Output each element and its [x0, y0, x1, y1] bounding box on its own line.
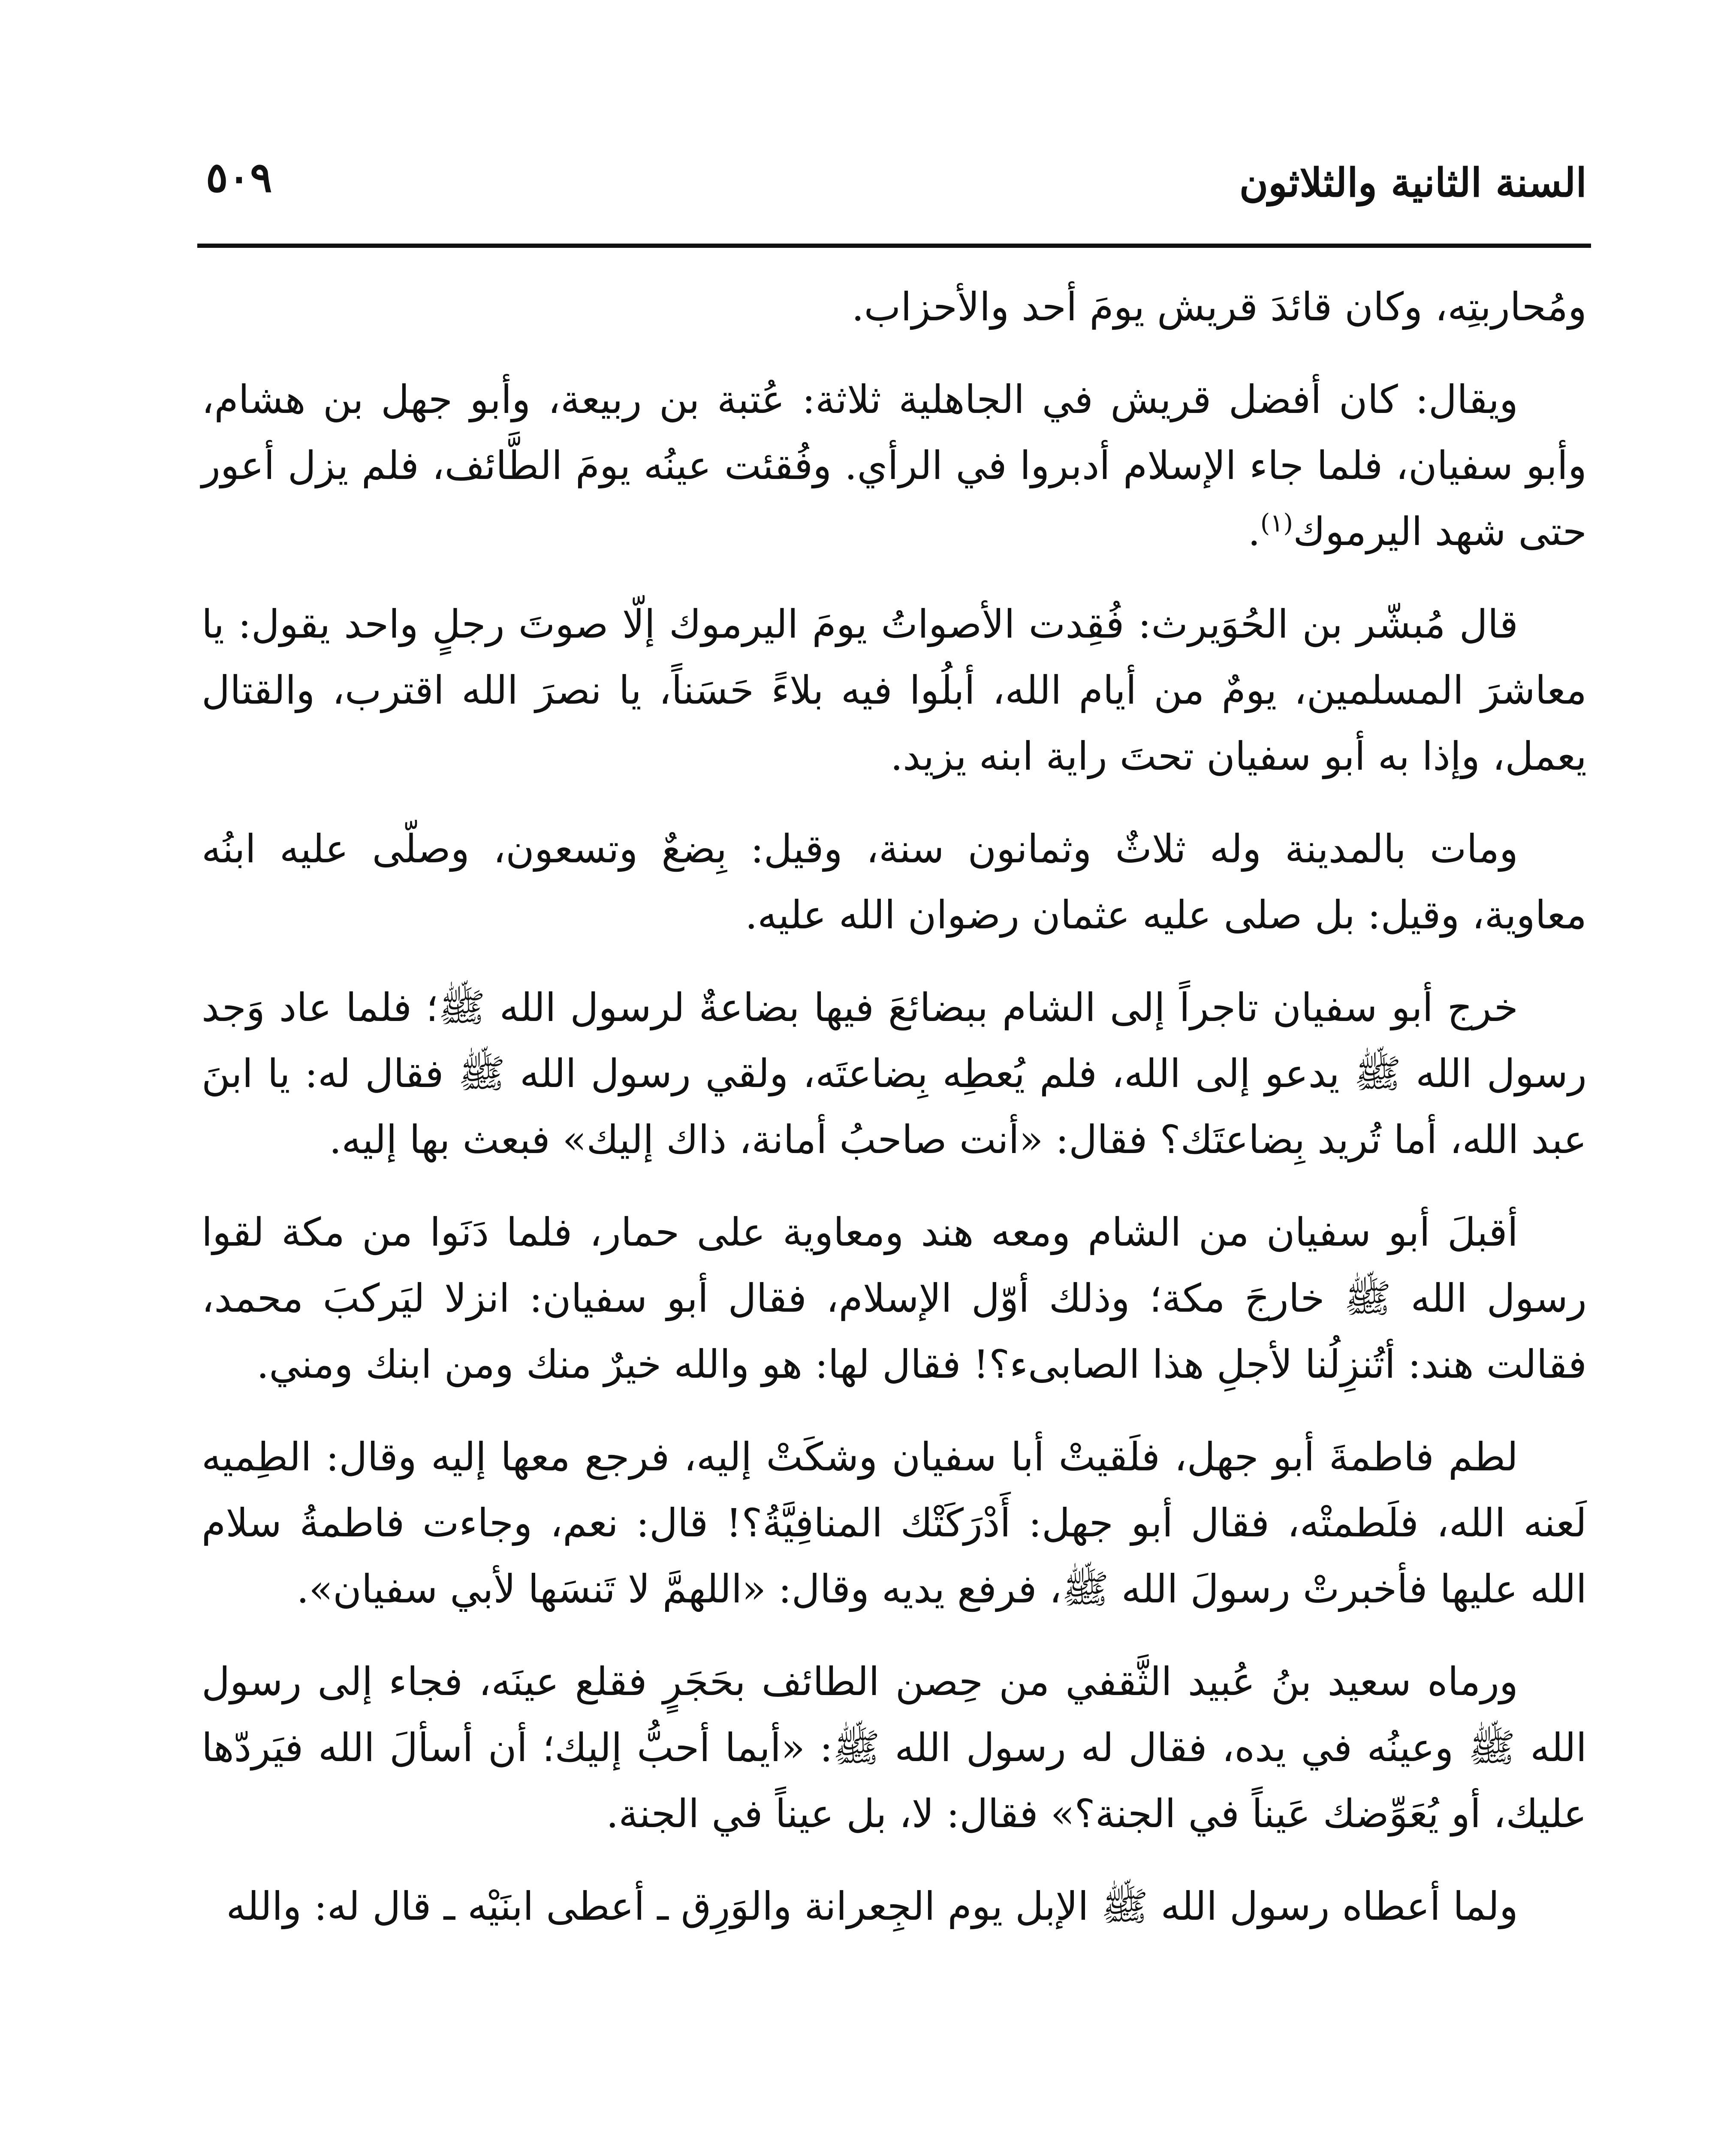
page-number: ٥٠٩ — [206, 153, 272, 202]
paragraph: لطم فاطمةَ أبو جهل، فلَقيتْ أبا سفيان وشكَتْ إليه، فرجع معها إليه وقال: الطِميه لَعنه الله، فلَطمتْه، فقال أبو جهل: أَدْرَكَتْك المنافِيَّةُ؟! قال: نعم، وجاءت فاطمةُ سلام الله عليها فأخبرتْ رسولَ الله ﷺ، فرفع يديه وقال: «اللهمَّ لا تَنسَها لأبي سفيان». — [202, 1435, 1587, 1612]
paragraph: خرج أبو سفيان تاجراً إلى الشام ببضائعَ فيها بضاعةٌ لرسول الله ﷺ؛ فلما عاد وَجد رسول الله ﷺ يدعو إلى الله، فلم يُعطِه بِضاعتَه، ولقي رسول الله ﷺ فقال له: يا ابنَ عبد الله، أما تُريد بِضاعتَك؟ فقال: «أنت صاحبُ أمانة، ذاك إليك» فبعث بها إليه. — [202, 985, 1587, 1162]
paragraph: قال مُبشّر بن الحُوَيرث: فُقِدت الأصواتُ يومَ اليرموك إلّا صوتَ رجلٍ واحد يقول: يا معاشرَ المسلمين، يومٌ من أيام الله، أبلُوا فيه بلاءً حَسَناً، يا نصرَ الله اقترب، والقتال يعمل، وإذا به أبو سفيان تحتَ راية ابنه يزيد. — [202, 602, 1587, 779]
paragraph: ولما أعطاه رسول الله ﷺ الإبل يوم الجِعرانة والوَرِق ـ أعطى ابنَيْه ـ قال له: والله — [226, 1884, 1518, 1929]
header-rule — [197, 244, 1591, 248]
paragraph — [202, 367, 1587, 565]
body-text — [202, 274, 1587, 1966]
footnote-marker: (١) — [1260, 508, 1293, 538]
paragraph: أقبلَ أبو سفيان من الشام ومعه هند ومعاوية على حمار، فلما دَنَوا من مكة لقوا رسول الله ﷺ خارجَ مكة؛ وذلك أوّل الإسلام، فقال أبو سفيان: انزلا ليَركبَ محمد، فقالت هند: أتُنزِلُنا لأجلِ هذا الصابىء؟! فقال لها: هو والله خيرٌ منك ومن ابنك ومني. — [202, 1210, 1587, 1387]
paragraph: ومُحاربتِه، وكان قائدَ قريش يومَ أحد والأحزاب. — [851, 285, 1587, 330]
paragraph: ومات بالمدينة وله ثلاثٌ وثمانون سنة، وقيل: بِضعٌ وتسعون، وصلّى عليه ابنُه معاوية، وقيل: بل صلى عليه عثمان رضوان الله عليه. — [202, 827, 1587, 938]
paragraph-text: ويقال: كان أفضل قريش في الجاهلية ثلاثة: عُتبة بن ربيعة، وأبو جهل بن هشام، وأبو سفيان، فلما جاء الإسلام أدبروا في الرأي. وفُقئت عينُه يومَ الطَّائف، فلم يزل أعور حتى شهد اليرموك — [202, 377, 1587, 554]
paragraph: ورماه سعيد بنُ عُبيد الثَّقفي من حِصن الطائف بحَجَرٍ فقلع عينَه، فجاء إلى رسول الله ﷺ وعينُه في يده، فقال له رسول الله ﷺ: «أيما أحبُّ إليك؛ أن أسألَ الله فيَردّها عليك، أو يُعَوِّضك عَيناً في الجنة؟» فقال: لا، بل عيناً في الجنة. — [202, 1659, 1587, 1837]
paragraph-tail: . — [1248, 509, 1260, 554]
running-title: السنة الثانية والثلاثون — [1239, 160, 1587, 206]
page-header — [202, 146, 1587, 219]
